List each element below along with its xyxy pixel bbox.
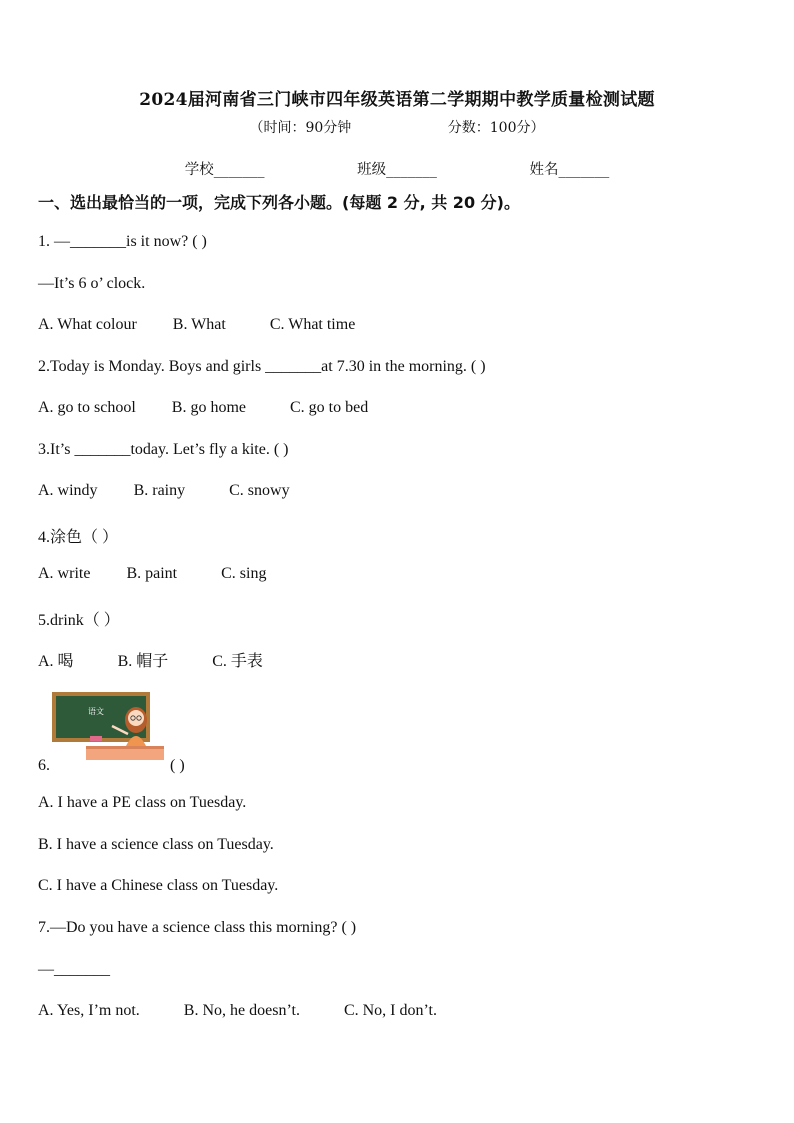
question-5-options xyxy=(38,648,263,671)
question-6-number: 6. xyxy=(38,757,50,774)
question-6-option-b[interactable]: B. I have a science class on Tuesday. xyxy=(38,836,274,853)
option-b[interactable]: B. go home xyxy=(171,399,246,416)
exam-score: 分数：100分） xyxy=(447,120,545,136)
option-b[interactable]: B. No, he doesn’t. xyxy=(183,1002,300,1019)
question-4-stem: 4.涂色（ ） xyxy=(38,529,119,546)
option-c[interactable]: C. What time xyxy=(269,316,356,333)
option-c[interactable]: C. 手表 xyxy=(212,653,263,670)
question-3-options xyxy=(38,482,290,500)
option-b[interactable]: B. What xyxy=(172,316,226,333)
option-b[interactable]: B. rainy xyxy=(133,482,186,499)
teacher-face xyxy=(128,710,144,726)
option-a[interactable]: A. windy xyxy=(38,482,98,499)
class-field[interactable]: 班级_______ xyxy=(357,162,437,178)
question-3-stem: 3.It’s _______today. Let’s fly a kite. ( ) xyxy=(38,441,289,458)
question-7-answer: —_______ xyxy=(38,961,110,978)
option-c[interactable]: C. sing xyxy=(221,565,267,582)
question-1-stem: 1. —_______is it now? ( ) xyxy=(38,233,207,250)
question-2-stem: 2.Today is Monday. Boys and girls _______at 7.30 in the morning. ( ) xyxy=(38,358,486,375)
option-a[interactable]: A. What colour xyxy=(38,316,137,333)
option-b[interactable]: B. 帽子 xyxy=(117,653,169,670)
option-c[interactable]: C. go to bed xyxy=(290,399,369,416)
option-c[interactable]: C. snowy xyxy=(229,482,290,499)
name-field[interactable]: 姓名_______ xyxy=(529,162,610,178)
question-7-options xyxy=(38,1002,437,1020)
school-field[interactable]: 学校_______ xyxy=(184,162,265,178)
student-info xyxy=(0,158,794,179)
option-c[interactable]: C. No, I don’t. xyxy=(343,1002,437,1019)
exam-time: （时间：90分钟 xyxy=(249,120,352,136)
question-6-paren: ( ) xyxy=(170,757,185,774)
question-1-answer: —It’s 6 o’ clock. xyxy=(38,275,146,292)
option-a[interactable]: A. write xyxy=(38,565,91,582)
question-7-stem: 7.—Do you have a science class this morning? ( ) xyxy=(38,919,357,936)
eraser xyxy=(90,736,102,741)
option-a[interactable]: A. 喝 xyxy=(38,653,74,670)
question-5-stem: 5.drink（ ） xyxy=(38,612,120,629)
option-b[interactable]: B. paint xyxy=(126,565,178,582)
question-1-options xyxy=(38,316,355,334)
option-a[interactable]: A. go to school xyxy=(38,399,136,416)
question-6-stem xyxy=(38,757,185,775)
exam-meta xyxy=(0,117,794,137)
question-4-options xyxy=(38,565,266,583)
page-title: 2024届河南省三门峡市四年级英语第二学期期中教学质量检测试题 xyxy=(139,90,655,110)
question-2-options xyxy=(38,399,368,417)
question-6-option-a[interactable]: A. I have a PE class on Tuesday. xyxy=(38,794,247,811)
question-6-option-c[interactable]: C. I have a Chinese class on Tuesday. xyxy=(38,877,279,894)
blackboard-text: 语文 xyxy=(88,707,104,716)
section-heading: 一、选出最恰当的一项，完成下列各小题。(每题 2 分, 共 20 分)。 xyxy=(38,193,520,212)
option-a[interactable]: A. Yes, I’m not. xyxy=(38,1002,140,1019)
teacher-blackboard-illustration xyxy=(50,690,180,766)
